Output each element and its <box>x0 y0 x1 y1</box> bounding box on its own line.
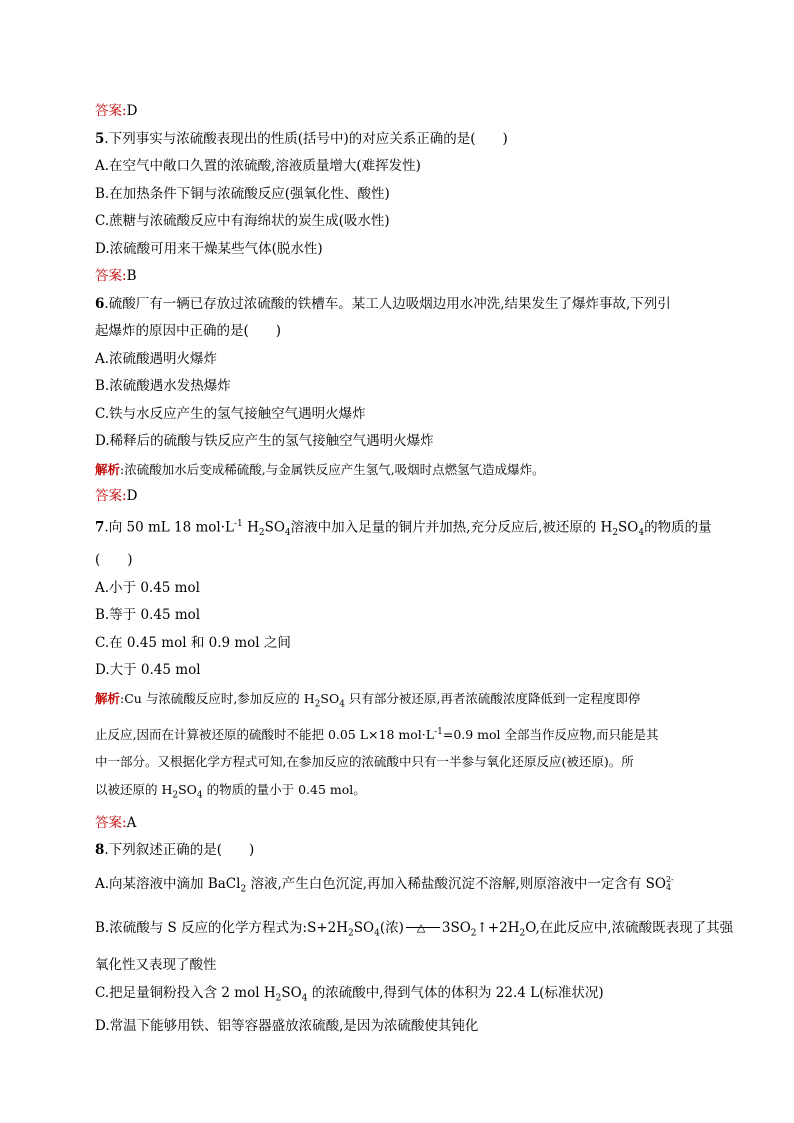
question-7-stem <box>95 511 712 548</box>
option-b: B.浓硫酸遇水发热爆炸 <box>95 378 231 394</box>
option-text: SO <box>353 919 375 936</box>
option-text: 3SO <box>441 919 471 936</box>
question-8-stem <box>95 837 705 865</box>
answer-label: 答案: <box>95 103 127 119</box>
option-text: ↑+2H <box>476 919 520 936</box>
equals-line <box>406 927 440 928</box>
answer-value: B <box>126 268 137 284</box>
question-text: .下列事实与浓硫酸表现出的性质(括号中)的对应关系正确的是( ) <box>104 130 508 147</box>
option-b-cont: 氧化性又表现了酸性 <box>95 957 217 974</box>
subscript: 4 <box>339 699 345 710</box>
subscript: 2 <box>240 884 247 895</box>
subscript: 4 <box>665 883 672 893</box>
document-page <box>95 98 734 1040</box>
answer-value: D <box>126 103 138 119</box>
question-number: 8 <box>95 842 105 859</box>
subscript: 4 <box>374 928 380 939</box>
superscript: 2- <box>665 875 674 885</box>
explanation-cont <box>95 719 705 749</box>
subscript: 2 <box>612 527 619 538</box>
option-d: D.大于 0.45 mol <box>95 662 201 679</box>
ion-charge-script <box>666 876 674 892</box>
option-d: D.稀释后的硫酸与铁反应产生的氢气接触空气遇明火爆炸 <box>95 433 434 449</box>
question-6-stem <box>95 291 705 319</box>
explanation-text: 以被还原的 H <box>95 781 173 797</box>
answer-label: 答案: <box>95 814 127 831</box>
question-7-stem-cont: ( ) <box>95 552 133 569</box>
question-5-stem <box>95 126 705 154</box>
answer-line <box>95 263 705 291</box>
subscript: 4 <box>196 790 203 801</box>
superscript: -1 <box>434 726 443 737</box>
stem-part: 溶液中加入足量的铜片并加热,充分反应后,被还原的 H <box>290 519 613 535</box>
option-a: A.在空气中敞口久置的浓硫酸,溶液质量增大(难挥发性) <box>95 158 421 174</box>
explanation-text: =0.9 mol 全部当作反应物,而只能是其 <box>442 726 659 742</box>
subscript: 2 <box>519 928 526 939</box>
question-text: .硫酸厂有一辆已存放过浓硫酸的铁槽车。某工人边吸烟边用水冲洗,结果发生了爆炸事故,下列引 <box>104 295 671 312</box>
question-number: 5 <box>95 130 105 147</box>
superscript: -1 <box>234 518 243 529</box>
explanation-text: 的物质的量小于 0.45 mol。 <box>202 781 366 797</box>
stem-part: H <box>242 519 259 535</box>
option-c <box>95 980 705 1013</box>
stem-part: SO <box>264 519 285 535</box>
question-number: 6 <box>95 295 105 312</box>
answer-line <box>95 98 705 126</box>
option-text: SO <box>281 984 302 1001</box>
option-c: C.铁与水反应产生的氢气接触空气遇明火爆炸 <box>95 405 366 422</box>
option-text: B.浓硫酸与 S 反应的化学方程式为:S+2H <box>95 919 349 936</box>
option-b: B.等于 0.45 mol <box>95 607 201 624</box>
question-number: 7 <box>95 519 105 535</box>
subscript: 2 <box>348 928 354 939</box>
explanation-text: :Cu 与浓硫酸反应时,参加反应的 H <box>120 690 315 706</box>
stem-part: .向 50 mL 18 mol·L <box>104 519 234 535</box>
answer-line <box>95 810 705 838</box>
explanation-cont: 中一部分。又根据化学方程式可知,在参加反应的浓硫酸中只有一半参与氧化还原反应(被还原)。所 <box>95 754 634 770</box>
explanation-text: 止反应,因而在计算被还原的硫酸时不能把 0.05 L×18 mol·L <box>95 726 435 742</box>
option-text: C.把足量铜粉投入含 2 mol H <box>95 984 276 1001</box>
option-text: 的浓硫酸中,得到气体的体积为 22.4 L(标准状况) <box>307 984 604 1001</box>
subscript: 2 <box>172 790 179 801</box>
option-c: C.蔗糖与浓硫酸反应中有海绵状的炭生成(吸水性) <box>95 213 390 229</box>
option-a: A.小于 0.45 mol <box>95 579 200 596</box>
stem-part: 的物质的量 <box>644 519 712 535</box>
explanation-label: 解析 <box>95 461 121 477</box>
option-text: O,在此反应中,浓硫酸既表现了其强 <box>525 919 734 936</box>
answer-value: D <box>126 488 138 504</box>
option-text: 溶液,产生白色沉淀,再加入稀盐酸沉淀不溶解,则原溶液中一定含有 SO <box>246 875 666 892</box>
explanation-cont <box>95 776 705 810</box>
option-b: B.在加热条件下铜与浓硫酸反应(强氧化性、酸性) <box>95 185 390 202</box>
option-a <box>95 865 705 909</box>
explanation <box>95 685 705 719</box>
subscript: 2 <box>275 993 282 1004</box>
option-text: (浓) <box>379 919 404 936</box>
question-text: .下列叙述正确的是( ) <box>104 842 255 859</box>
option-a: A.浓硫酸遇明火爆炸 <box>95 350 218 367</box>
explanation-text: SO <box>320 690 340 706</box>
answer-value: A <box>126 814 137 831</box>
option-c: C.在 0.45 mol 和 0.9 mol 之间 <box>95 634 291 651</box>
heating-condition-arrow <box>404 921 442 935</box>
answer-line <box>95 483 705 511</box>
option-d: D.常温下能够用铁、铝等容器盛放浓硫酸,是因为浓硫酸使其钝化 <box>95 1017 479 1034</box>
option-text: A.向某溶液中滴加 BaCl <box>95 875 241 892</box>
answer-label: 答案: <box>95 268 127 284</box>
subscript: 2 <box>314 699 321 710</box>
explanation-label: 解析 <box>95 690 121 706</box>
explanation-text: SO <box>178 781 197 797</box>
subscript: 4 <box>301 993 308 1004</box>
stem-part: SO <box>618 519 639 535</box>
option-b <box>95 909 734 953</box>
subscript: 4 <box>284 527 291 538</box>
subscript: 2 <box>258 527 265 538</box>
question-6-stem-cont: 起爆炸的原因中正确的是( ) <box>95 323 282 339</box>
explanation-text: 只有部分被还原,再者浓硫酸浓度降低到一定程度即停 <box>344 690 641 706</box>
heat-triangle-icon: △ <box>416 921 426 935</box>
subscript: 2 <box>470 928 477 939</box>
answer-label: 答案: <box>95 488 127 504</box>
option-d: D.浓硫酸可用来干燥某些气体(脱水性) <box>95 240 323 257</box>
explanation-text: :浓硫酸加水后变成稀硫酸,与金属铁反应产生氢气,吸烟时点燃氢气造成爆炸。 <box>120 461 545 477</box>
subscript: 4 <box>638 527 645 538</box>
explanation <box>95 456 705 484</box>
